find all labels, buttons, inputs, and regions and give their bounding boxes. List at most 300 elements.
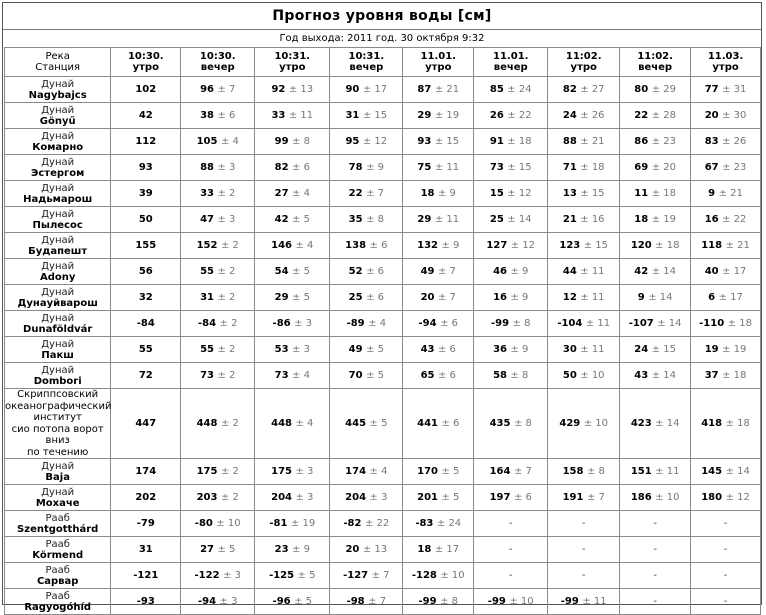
forecast-uncertainty: ± 12 (510, 240, 536, 251)
forecast-uncertainty: ± 9 (441, 240, 460, 251)
forecast-value-cell (691, 181, 761, 207)
forecast-value-cell (330, 285, 403, 311)
station-name: Adony (39, 271, 76, 283)
forecast-value-cell (620, 563, 691, 589)
forecast-uncertainty: ± 10 (440, 570, 465, 581)
forecast-value-cell (255, 511, 330, 537)
forecast-value: 448 (271, 418, 293, 429)
forecast-value-cell (691, 589, 761, 615)
forecast-value: -122 (194, 570, 220, 581)
forecast-uncertainty: ± 30 (722, 110, 747, 121)
forecast-uncertainty: ± 3 (294, 318, 313, 329)
forecast-uncertainty: ± 5 (297, 570, 316, 581)
forecast-value: 31 (200, 292, 214, 303)
forecast-uncertainty: ± 11 (585, 318, 611, 329)
forecast-value: 55 (200, 266, 214, 277)
column-part-of-day: утро (279, 62, 306, 73)
forecast-uncertainty: ± 7 (366, 188, 384, 199)
forecast-value-cell (691, 363, 761, 389)
forecast-value-cell (255, 181, 330, 207)
forecast-uncertainty: ± 17 (722, 266, 747, 277)
forecast-uncertainty: ± 11 (582, 596, 607, 607)
station-name: Мохаче (35, 497, 80, 509)
forecast-uncertainty: ± 19 (651, 214, 676, 225)
forecast-uncertainty: ± 3 (217, 214, 236, 225)
forecast-value-cell (255, 103, 330, 129)
station-name: Ragyogóhíd (24, 601, 92, 613)
forecast-value: 99 (274, 136, 289, 147)
forecast-uncertainty: ± 2 (217, 292, 236, 303)
forecast-value-cell (548, 285, 620, 311)
forecast-uncertainty: ± 19 (290, 518, 316, 529)
forecast-value-cell (548, 129, 620, 155)
forecast-value: - (653, 518, 657, 529)
forecast-value: 30 (562, 344, 577, 355)
forecast-value-cell (403, 77, 474, 103)
forecast-value: 180 (701, 492, 723, 503)
forecast-uncertainty: ± 28 (651, 110, 676, 121)
page-title: Прогноз уровня воды [см] (3, 3, 761, 30)
forecast-value: 77 (704, 84, 719, 95)
level-value-cell: 72 (111, 363, 181, 389)
river-name: Дунай (41, 338, 75, 350)
level-value-cell: -93 (111, 589, 181, 615)
forecast-uncertainty: ± 5 (292, 292, 310, 303)
forecast-value: 33 (200, 188, 214, 199)
forecast-value-cell (691, 389, 761, 459)
forecast-value: 55 (200, 344, 214, 355)
forecast-value-cell (181, 285, 255, 311)
forecast-value-cell (548, 485, 620, 511)
forecast-value: 21 (562, 214, 577, 225)
station-cell (5, 311, 111, 337)
forecast-value-cell (330, 363, 403, 389)
level-value-cell: 102 (111, 77, 181, 103)
forecast-value-cell (181, 233, 255, 259)
forecast-value: 175 (196, 466, 218, 477)
level-value-cell: 32 (111, 285, 181, 311)
forecast-value: - (653, 570, 657, 581)
forecast-value: 36 (493, 344, 507, 355)
column-date: 11.01. (493, 51, 529, 62)
river-name: Дунай (41, 364, 75, 376)
forecast-uncertainty: ± 9 (438, 188, 456, 199)
station-cell (5, 389, 111, 459)
forecast-value-cell (403, 233, 474, 259)
forecast-value: 35 (348, 214, 363, 225)
forecast-value-cell (548, 589, 620, 615)
forecast-uncertainty: ± 6 (292, 162, 310, 173)
forecast-uncertainty: ± 7 (586, 492, 605, 503)
forecast-value-cell (620, 181, 691, 207)
forecast-value-cell (620, 77, 691, 103)
forecast-uncertainty: ± 8 (292, 136, 310, 147)
forecast-value-cell (691, 155, 761, 181)
forecast-value: 58 (493, 370, 507, 381)
forecast-value-cell (474, 459, 548, 485)
column-date: 11.03. (707, 51, 744, 62)
forecast-uncertainty: ± 18 (655, 240, 680, 251)
forecast-value-cell (548, 233, 620, 259)
forecast-uncertainty: ± 4 (220, 136, 239, 147)
forecast-value-cell (620, 337, 691, 363)
level-value-cell: 31 (111, 537, 181, 563)
level-value-cell: 447 (111, 389, 181, 459)
forecast-uncertainty: ± 31 (722, 84, 747, 95)
table-row (5, 589, 761, 615)
forecast-value: 435 (489, 418, 511, 429)
table-row (5, 511, 761, 537)
level-value-cell: -79 (111, 511, 181, 537)
forecast-value: 91 (489, 136, 504, 147)
forecast-value-cell (620, 485, 691, 511)
forecast-table-body (5, 77, 761, 615)
forecast-value-cell (255, 363, 330, 389)
forecast-value-cell (691, 207, 761, 233)
station-name: Dombori (33, 375, 82, 387)
forecast-uncertainty: ± 11 (288, 110, 314, 121)
forecast-value: 123 (559, 240, 581, 251)
station-cell (5, 259, 111, 285)
forecast-value: 191 (562, 492, 584, 503)
forecast-value: 22 (348, 188, 363, 199)
table-row (5, 155, 761, 181)
river-name: Дунай (41, 78, 75, 90)
forecast-value: 15 (489, 188, 504, 199)
forecast-uncertainty: ± 3 (219, 596, 238, 607)
forecast-uncertainty: ± 2 (220, 418, 239, 429)
forecast-value-cell (255, 233, 330, 259)
forecast-uncertainty: ± 5 (292, 214, 310, 225)
forecast-uncertainty: ± 17 (362, 84, 388, 95)
forecast-value-cell (181, 311, 255, 337)
column-header (691, 48, 761, 77)
station-name-line: океанографический (5, 400, 112, 412)
forecast-uncertainty: ± 6 (438, 344, 456, 355)
column-header (330, 48, 403, 77)
forecast-value: 175 (271, 466, 293, 477)
forecast-value: -81 (269, 518, 288, 529)
forecast-uncertainty: ± 3 (292, 344, 310, 355)
forecast-value: -99 (487, 596, 506, 607)
forecast-value-cell (474, 233, 548, 259)
forecast-value-cell (181, 537, 255, 563)
station-cell (5, 485, 111, 511)
table-row (5, 459, 761, 485)
river-name: Дунай (41, 286, 75, 298)
forecast-value-cell (548, 259, 620, 285)
forecast-uncertainty: ± 21 (725, 240, 750, 251)
forecast-uncertainty: ± 9 (366, 162, 384, 173)
forecast-value-cell (181, 337, 255, 363)
forecast-value-cell (620, 285, 691, 311)
forecast-value: 11 (634, 188, 649, 199)
river-name: Дунай (41, 260, 75, 272)
forecast-uncertainty: ± 15 (362, 110, 388, 121)
forecast-value: 9 (708, 188, 716, 199)
forecast-value-cell (403, 337, 474, 363)
forecast-uncertainty: ± 8 (513, 418, 532, 429)
forecast-value-cell (403, 129, 474, 155)
forecast-value-cell (403, 485, 474, 511)
forecast-value-cell (620, 103, 691, 129)
forecast-uncertainty: ± 7 (438, 266, 456, 277)
forecast-uncertainty: ± 27 (580, 84, 605, 95)
forecast-value: 158 (562, 466, 584, 477)
forecast-uncertainty: ± 15 (583, 240, 609, 251)
forecast-value: 31 (345, 110, 360, 121)
forecast-value-cell (548, 181, 620, 207)
forecast-value: -80 (194, 518, 213, 529)
forecast-value-cell (330, 563, 403, 589)
river-name: Дунай (41, 460, 75, 472)
forecast-value-cell (548, 363, 620, 389)
column-part-of-day: вечер (638, 62, 673, 73)
forecast-value: 146 (271, 240, 293, 251)
forecast-value-cell (255, 337, 330, 363)
forecast-value-cell (330, 155, 403, 181)
forecast-value: 33 (271, 110, 286, 121)
forecast-value: 42 (634, 266, 649, 277)
forecast-uncertainty: ± 6 (438, 370, 456, 381)
river-name: Дунай (41, 156, 75, 168)
forecast-uncertainty: ± 15 (580, 188, 605, 199)
column-header (474, 48, 548, 77)
forecast-uncertainty: ± 10 (655, 492, 680, 503)
forecast-value-cell (255, 259, 330, 285)
level-value-cell: 93 (111, 155, 181, 181)
forecast-value-cell (691, 103, 761, 129)
forecast-uncertainty: ± 5 (217, 544, 236, 555)
forecast-value: 423 (630, 418, 652, 429)
forecast-value-cell (474, 563, 548, 589)
forecast-uncertainty: ± 12 (362, 136, 388, 147)
forecast-uncertainty: ± 5 (441, 492, 460, 503)
forecast-value: 70 (348, 370, 363, 381)
forecast-uncertainty: ± 6 (369, 240, 388, 251)
forecast-value-cell (403, 207, 474, 233)
forecast-value-cell (255, 155, 330, 181)
forecast-uncertainty: ± 2 (220, 240, 239, 251)
forecast-value: - (508, 518, 513, 529)
forecast-value: 20 (420, 292, 435, 303)
forecast-value-cell (181, 589, 255, 615)
forecast-value-cell (181, 459, 255, 485)
river-name: Рааб (45, 512, 70, 524)
forecast-value-cell (181, 155, 255, 181)
forecast-value: 204 (271, 492, 293, 503)
forecast-uncertainty: ± 14 (657, 318, 682, 329)
forecast-value: - (653, 596, 657, 607)
forecast-value-cell (620, 155, 691, 181)
forecast-value-cell (474, 181, 548, 207)
forecast-value: 38 (200, 110, 214, 121)
forecast-value-cell (620, 389, 691, 459)
forecast-uncertainty: ± 15 (507, 162, 532, 173)
forecast-value-cell (403, 537, 474, 563)
table-row (5, 129, 761, 155)
forecast-value: -127 (343, 570, 369, 581)
level-value-cell: 155 (111, 233, 181, 259)
forecast-value-cell (403, 181, 474, 207)
station-cell (5, 511, 111, 537)
forecast-value: 18 (634, 214, 649, 225)
forecast-uncertainty: ± 5 (366, 370, 384, 381)
table-row (5, 103, 761, 129)
forecast-value: 67 (704, 162, 719, 173)
forecast-value-cell (330, 389, 403, 459)
forecast-value-cell (181, 485, 255, 511)
forecast-value: 82 (562, 84, 577, 95)
issue-timestamp: Год выхода: 2011 год. 30 октября 9:32 (279, 33, 485, 44)
forecast-value-cell (255, 459, 330, 485)
forecast-value-cell (330, 259, 403, 285)
forecast-value-cell (330, 103, 403, 129)
forecast-value: 197 (489, 492, 511, 503)
forecast-value-cell (330, 129, 403, 155)
forecast-value-cell (474, 155, 548, 181)
forecast-value: 9 (637, 292, 645, 303)
column-date: 10:31. (274, 51, 311, 62)
forecast-value: -82 (343, 518, 362, 529)
forecast-value-cell (548, 511, 620, 537)
forecast-value-cell (548, 389, 620, 459)
level-value-cell: 42 (111, 103, 181, 129)
forecast-uncertainty: ± 6 (366, 266, 384, 277)
forecast-value-cell (330, 511, 403, 537)
forecast-value-cell (548, 77, 620, 103)
station-name: Пакш (41, 349, 74, 361)
forecast-value-cell (255, 389, 330, 459)
forecast-value: 29 (274, 292, 289, 303)
river-header-label: Река (45, 51, 70, 62)
forecast-value: 18 (420, 188, 435, 199)
forecast-value-cell (255, 563, 330, 589)
forecast-value-cell (474, 389, 548, 459)
forecast-uncertainty: ± 7 (438, 292, 456, 303)
station-header-label: Станция (35, 62, 81, 73)
column-header (255, 48, 330, 77)
forecast-value-cell (403, 389, 474, 459)
forecast-value: 23 (274, 544, 289, 555)
forecast-uncertainty: ± 2 (217, 266, 236, 277)
forecast-uncertainty: ± 6 (513, 492, 532, 503)
forecast-value-cell (330, 537, 403, 563)
forecast-value-cell (620, 259, 691, 285)
forecast-uncertainty: ± 2 (220, 492, 239, 503)
forecast-uncertainty: ± 3 (223, 570, 241, 581)
forecast-uncertainty: ± 5 (369, 418, 388, 429)
forecast-value: - (723, 596, 728, 607)
river-name: Дунай (41, 234, 75, 246)
forecast-value-cell (330, 485, 403, 511)
forecast-value: 93 (417, 136, 432, 147)
forecast-uncertainty: ± 11 (434, 214, 460, 225)
forecast-value: 429 (559, 418, 581, 429)
forecast-value: 24 (562, 110, 577, 121)
station-cell (5, 363, 111, 389)
forecast-uncertainty: ± 10 (580, 370, 605, 381)
forecast-uncertainty: ± 4 (292, 188, 310, 199)
forecast-uncertainty: ± 8 (510, 370, 529, 381)
forecast-value-cell (403, 155, 474, 181)
forecast-value-cell (620, 129, 691, 155)
forecast-uncertainty: ± 7 (368, 596, 387, 607)
forecast-value: -99 (418, 596, 437, 607)
forecast-value-cell (548, 459, 620, 485)
station-cell (5, 537, 111, 563)
forecast-value: 71 (562, 162, 577, 173)
forecast-uncertainty: ± 14 (651, 266, 676, 277)
forecast-uncertainty: ± 18 (722, 370, 747, 381)
forecast-uncertainty: ± 11 (580, 344, 605, 355)
forecast-value-cell (403, 259, 474, 285)
column-part-of-day: вечер (349, 62, 384, 73)
river-name: Дунай (41, 182, 75, 194)
column-date: 10:30. (199, 51, 236, 62)
station-name: Dunaföldvár (23, 323, 93, 335)
forecast-uncertainty: ± 14 (725, 466, 750, 477)
forecast-value: - (581, 570, 586, 581)
forecast-value: -94 (418, 318, 437, 329)
forecast-uncertainty: ± 9 (292, 544, 310, 555)
forecast-value: 50 (562, 370, 577, 381)
forecast-uncertainty: ± 11 (655, 466, 680, 477)
forecast-value-cell (181, 129, 255, 155)
forecast-uncertainty: ± 21 (718, 188, 743, 199)
forecast-value-cell (691, 77, 761, 103)
forecast-value: 27 (274, 188, 289, 199)
station-cell (5, 233, 111, 259)
level-value-cell: 112 (111, 129, 181, 155)
station-cell (5, 589, 111, 615)
forecast-value-cell (620, 311, 691, 337)
forecast-value: 418 (701, 418, 723, 429)
forecast-value-cell (474, 77, 548, 103)
forecast-value: 43 (420, 344, 435, 355)
forecast-uncertainty: ± 18 (507, 136, 532, 147)
forecast-value-cell (474, 589, 548, 615)
forecast-value-cell (548, 537, 620, 563)
table-row (5, 563, 761, 589)
forecast-value: 152 (196, 240, 218, 251)
forecast-value: 92 (271, 84, 286, 95)
column-part-of-day: утро (132, 62, 159, 73)
forecast-uncertainty: ± 14 (655, 418, 680, 429)
forecast-value: - (653, 544, 657, 555)
river-name: Рааб (45, 538, 70, 550)
table-row (5, 259, 761, 285)
forecast-value: 127 (486, 240, 508, 251)
column-part-of-day: вечер (493, 62, 528, 73)
forecast-value-cell (255, 589, 330, 615)
forecast-uncertainty: ± 7 (217, 84, 236, 95)
forecast-uncertainty: ± 2 (217, 370, 236, 381)
forecast-value-cell (181, 77, 255, 103)
forecast-uncertainty: ± 3 (295, 492, 314, 503)
level-value-cell: -84 (111, 311, 181, 337)
forecast-value: - (723, 518, 728, 529)
forecast-value-cell (181, 103, 255, 129)
column-header (111, 48, 181, 77)
column-header (403, 48, 474, 77)
forecast-value-cell (181, 511, 255, 537)
forecast-uncertainty: ± 3 (217, 162, 236, 173)
forecast-value-cell (548, 563, 620, 589)
forecast-uncertainty: ± 19 (434, 110, 460, 121)
forecast-value: 204 (345, 492, 367, 503)
forecast-value: -98 (346, 596, 365, 607)
